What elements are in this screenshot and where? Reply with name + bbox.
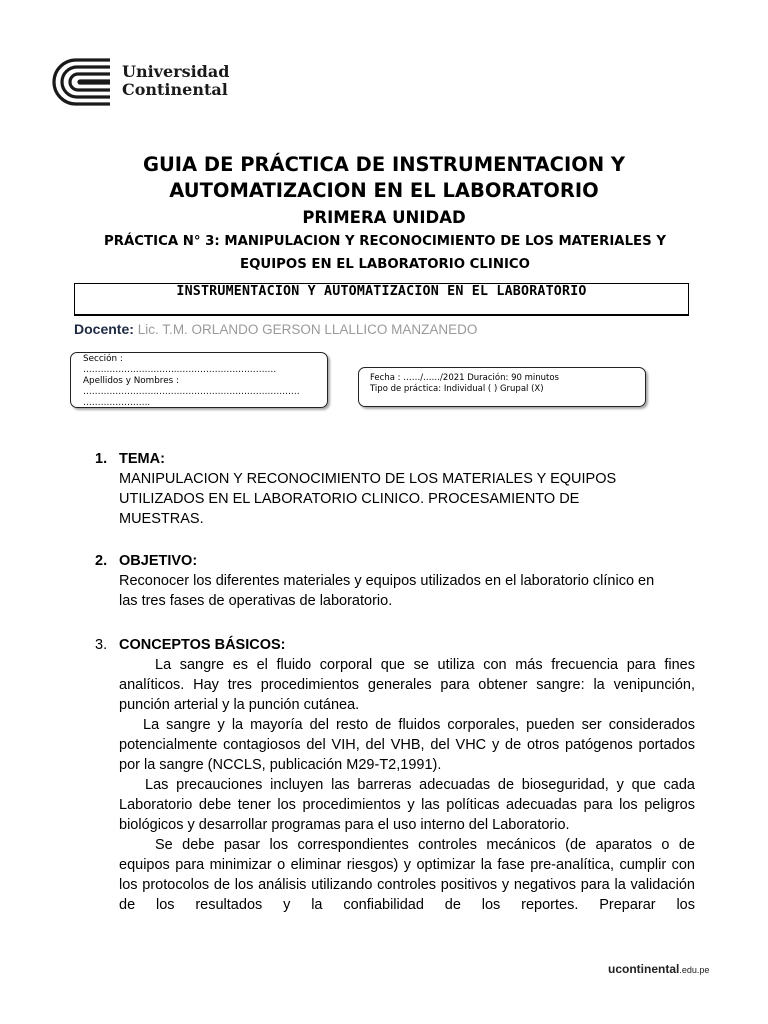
footer-brand: [608, 962, 709, 976]
section-number: 2.: [95, 553, 108, 569]
section-number: 1.: [95, 451, 108, 467]
seccion-field: Sección :: [83, 354, 123, 364]
unit-title: PRIMERA UNIDAD: [302, 208, 466, 227]
objetivo-line: Reconocer los diferentes materiales y equipos utilizados en el laboratorio clínico en: [119, 573, 655, 589]
apellidos-blank: ……………………..…………………………………………: [83, 387, 300, 397]
practice-title: [80, 230, 690, 276]
docente-label: Docente:: [74, 321, 134, 337]
student-info-box: [70, 352, 328, 408]
tipo-practica-field: Tipo de práctica: Individual ( ) Grupal (X): [370, 384, 544, 394]
university-name-line2: Continental: [122, 80, 228, 99]
body-paragraph: La sangre y la mayoría del resto de fluidos corporales, pueden ser considerados potencialmente contagiosos del VIH, del VHB, del VHC y de otros patógenos portados por la sangre (NCCLS, publicación M29-T2,1991).: [119, 717, 695, 773]
practice-title-line2: EQUIPOS EN EL LABORATORIO CLINICO: [240, 257, 530, 272]
section-title: TEMA:: [119, 451, 165, 467]
course-name-box: [74, 283, 689, 316]
footer-brand-domain: .edu.pe: [679, 965, 710, 975]
tema-line: MANIPULACION Y RECONOCIMIENTO DE LOS MATERIALES Y EQUIPOS: [119, 471, 617, 487]
apellidos-field: Apellidos y Nombres :: [83, 376, 179, 386]
body-paragraph: La sangre es el fluido corporal que se utiliza con más frecuencia para fines analíticos. Hay tres procedimientos generales para obtener sangre: la venipunción, punción arterial y la punción cutánea.: [119, 657, 695, 713]
practice-title-line1: PRÁCTICA N° 3: MANIPULACION Y RECONOCIMIENTO DE LOS MATERIALES Y: [104, 234, 666, 249]
document-title: [0, 152, 768, 204]
body-paragraph: Las precauciones incluyen las barreras adecuadas de bioseguridad, y que cada Laboratorio debe tener los procedimientos y las políticas adecuadas para los peligros biológicos y desarrollar programas para el uso interno del Laboratorio.: [119, 777, 695, 833]
section-number: 3.: [95, 637, 108, 653]
section-objetivo: [95, 551, 695, 611]
docente-row: [74, 320, 477, 339]
university-name-line1: Universidad: [122, 62, 230, 81]
docente-name: Lic. T.M. ORLANDO GERSON LLALLICO MANZANEDO: [137, 322, 478, 337]
section-conceptos: [95, 635, 695, 915]
date-info-box: [358, 367, 646, 407]
document-title-line1: GUIA DE PRÁCTICA DE INSTRUMENTACION Y: [142, 153, 626, 176]
section-tema: [95, 449, 695, 529]
section-title: CONCEPTOS BÁSICOS:: [119, 637, 286, 653]
section-title: OBJETIVO:: [119, 553, 198, 569]
body-paragraph: Se debe pasar los correspondientes controles mecánicos (de aparatos o de equipos para minimizar o eliminar riesgos) y optimizar la fase pre-analítica, cumplir con los protocolos de los análisis utilizando controles positivos y negativos para la validación de los resultados y la confiabilidad de los reportes. Preparar los: [119, 837, 695, 913]
document-title-line2: AUTOMATIZACION EN EL LABORATORIO: [169, 179, 599, 202]
course-name: INSTRUMENTACION Y AUTOMATIZACION EN EL LABORATORIO: [176, 284, 587, 299]
university-logo-icon: [52, 58, 112, 106]
apellidos-blank-2: …………………..: [83, 398, 151, 408]
fecha-duracion-field: Fecha : ……/……/2021 Duración: 90 minutos: [370, 373, 559, 383]
tema-line: MUESTRAS.: [119, 511, 204, 527]
footer-brand-name: ucontinental: [608, 962, 680, 976]
objetivo-line: las tres fases de operativas de laboratorio.: [119, 593, 393, 609]
tema-line: UTILIZADOS EN EL LABORATORIO CLINICO. PROCESAMIENTO DE: [119, 491, 580, 507]
seccion-blank: …………………………..…………………………….: [83, 365, 277, 375]
university-name: [122, 63, 229, 99]
